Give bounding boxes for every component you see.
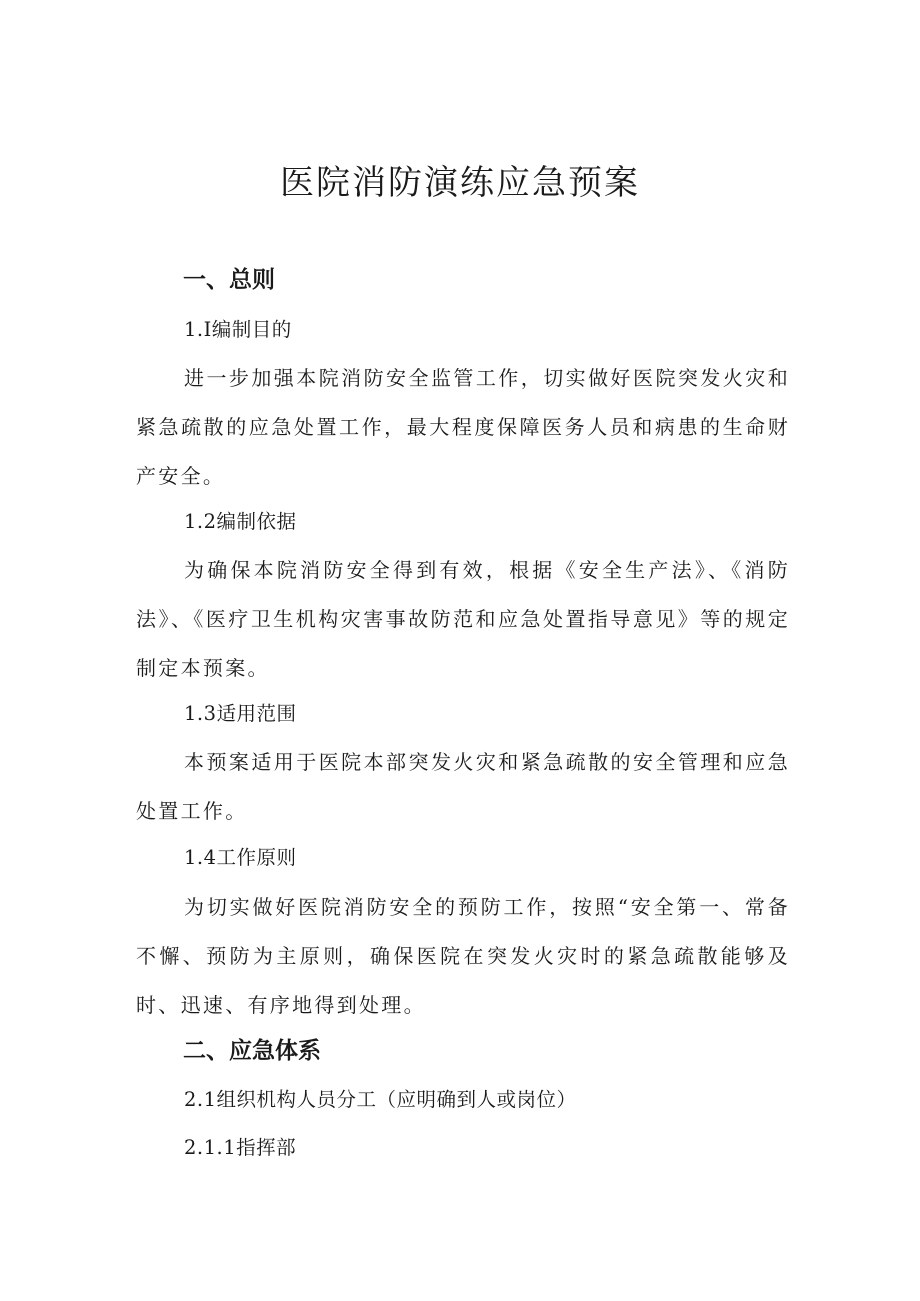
document-title: 医院消防演练应急预案 [280, 163, 640, 203]
subsection-heading-basis: 1.2编制依据 [184, 510, 297, 533]
subsection-heading-purpose: 1.I编制目的 [184, 318, 292, 341]
subsection-heading-scope: 1.3适用范围 [184, 702, 297, 725]
section-heading-general: 一、总则 [183, 267, 275, 293]
subsection-heading-principles: 1.4工作原则 [184, 846, 297, 869]
paragraph-purpose: 进一步加强本院消防安全监管工作，切实做好医院突发火灾和紧急疏散的应急处置工作，最大程度保障医务人员和病患的生命财产安全。 [136, 366, 790, 488]
paragraph-basis: 为确保本院消防安全得到有效，根据《安全生产法》、《消防法》、《医疗卫生机构灾害事故防范和应急处置指导意见》等的规定制定本预案。 [136, 558, 790, 680]
paragraph-scope: 本预案适用于医院本部突发火灾和紧急疏散的安全管理和应急处置工作。 [136, 750, 790, 823]
section-heading-emergency-system: 二、应急体系 [183, 1038, 321, 1064]
subsection-heading-command: 2.1.1指挥部 [184, 1136, 297, 1159]
paragraph-principles: 为切实做好医院消防安全的预防工作，按照“安全第一、常备不懈、预防为主原则，确保医院在突发火灾时的紧急疏散能够及时、迅速、有序地得到处理。 [136, 895, 790, 1017]
subsection-heading-organization: 2.1组织机构人员分工（应明确到人或岗位） [184, 1088, 577, 1111]
